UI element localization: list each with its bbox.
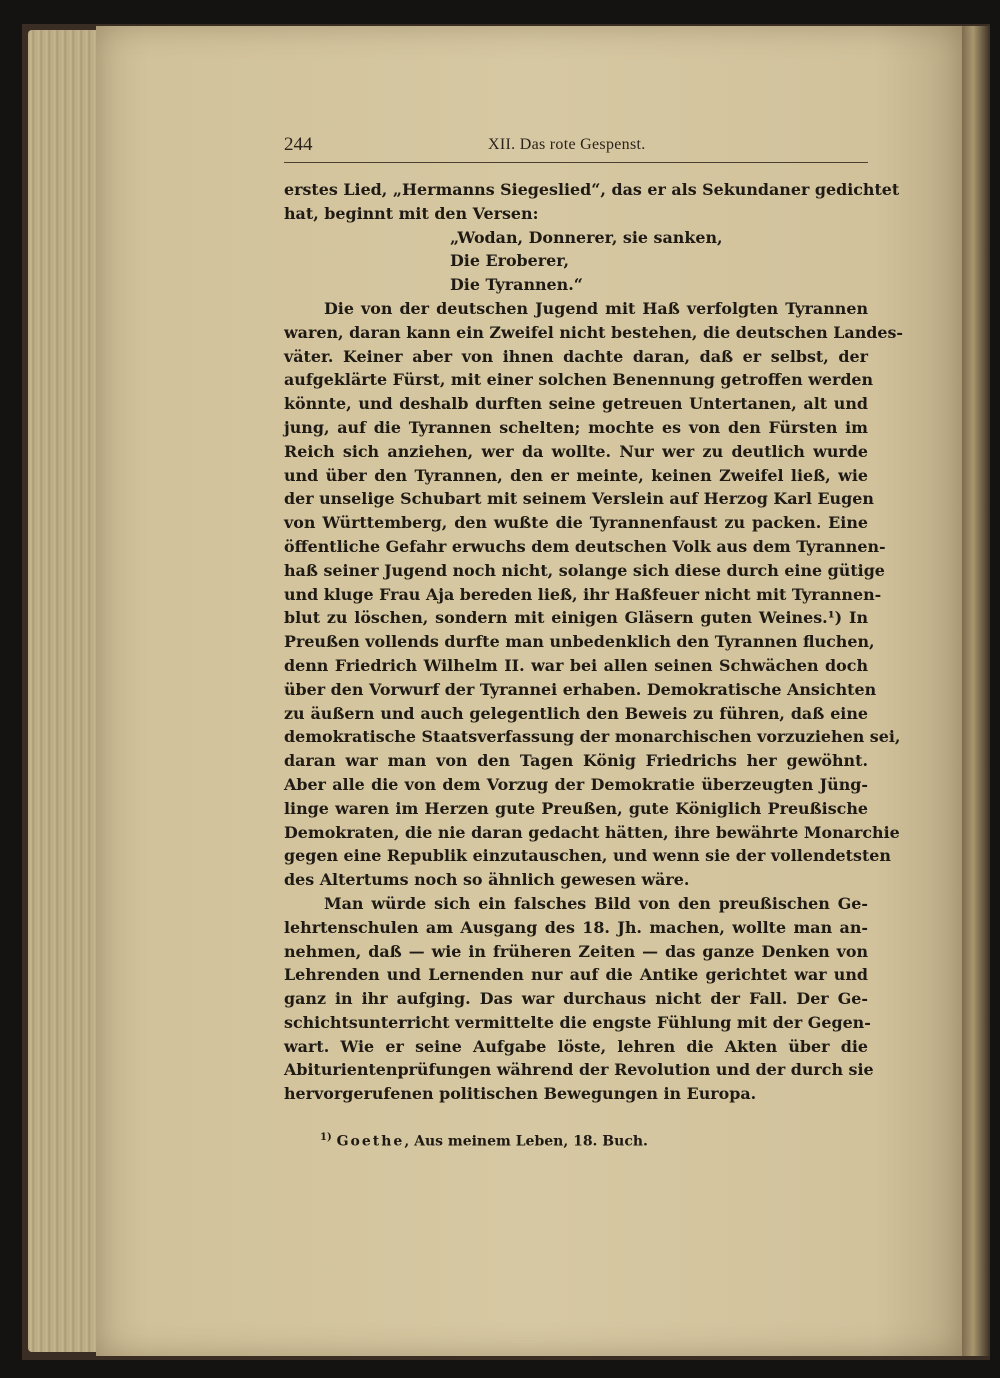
text-line: könnte, und deshalb durften seine getreuen Untertanen, alt und	[284, 394, 868, 414]
footnote-text: , Aus meinem Leben, 18. Buch.	[404, 1133, 648, 1150]
text-line: demokratische Staatsverfassung der monarchischen vorzuziehen sei,	[284, 727, 901, 747]
text-line: Lehrenden und Lernenden nur auf die Antike gerichtet war und	[284, 965, 868, 985]
text-line: Reich sich anziehen, wer da wollte. Nur wer zu deutlich wurde	[284, 441, 868, 461]
text-line: hervorgerufenen politischen Bewegungen in Europa.	[284, 1084, 757, 1104]
text-line: haß seiner Jugend noch nicht, solange sich diese durch eine gütige	[284, 560, 885, 580]
text-line: väter. Keiner aber von ihnen dachte daran, daß er selbst, der	[284, 346, 868, 366]
text-line: Preußen vollends durfte man unbedenklich den Tyrannen fluchen,	[284, 632, 875, 652]
running-title: XII. Das rote Gespenst.	[488, 136, 646, 153]
text-line: gegen eine Republik einzutauschen, und wenn sie der vollendetsten	[284, 846, 891, 866]
footnote-author: Goethe	[336, 1133, 405, 1150]
body-text	[284, 178, 904, 1106]
text-line: daran war man von den Tagen König Friedrichs her gewöhnt.	[284, 751, 868, 771]
text-line: jung, auf die Tyrannen schelten; mochte es von den Fürsten im	[284, 417, 868, 437]
text-line: öffentliche Gefahr erwuchs dem deutschen Volk aus dem Tyrannen-	[284, 536, 886, 556]
text-line: Abiturientenprüfungen während der Revolution und der durch sie	[284, 1060, 874, 1080]
text-line: nehmen, daß — wie in früheren Zeiten — das ganze Denken von	[284, 941, 868, 961]
verse-line: Die Eroberer,	[450, 251, 569, 271]
book-gutter	[962, 26, 990, 1356]
header-rule	[284, 162, 868, 163]
verse-line: „Wodan, Donnerer, sie sanken,	[450, 227, 723, 247]
text-line: denn Friedrich Wilhelm II. war bei allen seinen Schwächen doch	[284, 655, 868, 675]
text-line: hat, beginnt mit den Versen:	[284, 203, 539, 223]
text-line: blut zu löschen, sondern mit einigen Gläsern guten Weines.¹) In	[284, 608, 868, 628]
text-line: wart. Wie er seine Aufgabe löste, lehren die Akten über die	[284, 1036, 868, 1056]
page-number: 244	[284, 134, 313, 155]
text-line: der unselige Schubart mit seinem Verslein auf Herzog Karl Eugen	[284, 489, 874, 509]
footnote-marker: 1)	[320, 1132, 332, 1143]
text-line: erstes Lied, „Hermanns Siegeslied“, das er als Sekundaner gedichtet	[284, 180, 900, 199]
text-line: von Württemberg, den wußte die Tyrannenfaust zu packen. Eine	[284, 513, 868, 533]
text-line: zu äußern und auch gelegentlich den Beweis zu führen, daß eine	[284, 703, 868, 723]
footnote	[320, 1132, 868, 1150]
text-line: über den Vorwurf der Tyrannei erhaben. Demokratische Ansichten	[284, 679, 877, 699]
text-line: und kluge Frau Aja bereden ließ, ihr Haßfeuer nicht mit Tyrannen-	[284, 584, 882, 604]
page-header	[284, 134, 868, 162]
text-line: Die von der deutschen Jugend mit Haß verfolgten Tyrannen	[324, 298, 868, 318]
text-line: Aber alle die von dem Vorzug der Demokratie überzeugten Jüng-	[284, 774, 868, 794]
text-line: aufgeklärte Fürst, mit einer solchen Benennung getroffen werden	[284, 370, 874, 390]
text-line: des Altertums noch so ähnlich gewesen wäre.	[284, 870, 690, 890]
text-line: schichtsunterricht vermittelte die engste Fühlung mit der Gegen-	[284, 1012, 871, 1032]
text-line: linge waren im Herzen gute Preußen, gute Königlich Preußische	[284, 798, 868, 818]
text-line: Demokraten, die nie daran gedacht hätten, ihre bewährte Monarchie	[284, 822, 900, 842]
text-line: lehrtenschulen am Ausgang des 18. Jh. machen, wollte man an-	[284, 917, 868, 937]
text-line: waren, daran kann ein Zweifel nicht bestehen, die deutschen Landes-	[284, 322, 904, 342]
text-line: und über den Tyrannen, den er meinte, keinen Zweifel ließ, wie	[284, 465, 868, 485]
text-line: ganz in ihr aufging. Das war durchaus nicht der Fall. Der Ge-	[284, 989, 868, 1009]
text-line: Man würde sich ein falsches Bild von den preußischen Ge-	[324, 893, 868, 913]
verse-line: Die Tyrannen.“	[450, 275, 583, 295]
